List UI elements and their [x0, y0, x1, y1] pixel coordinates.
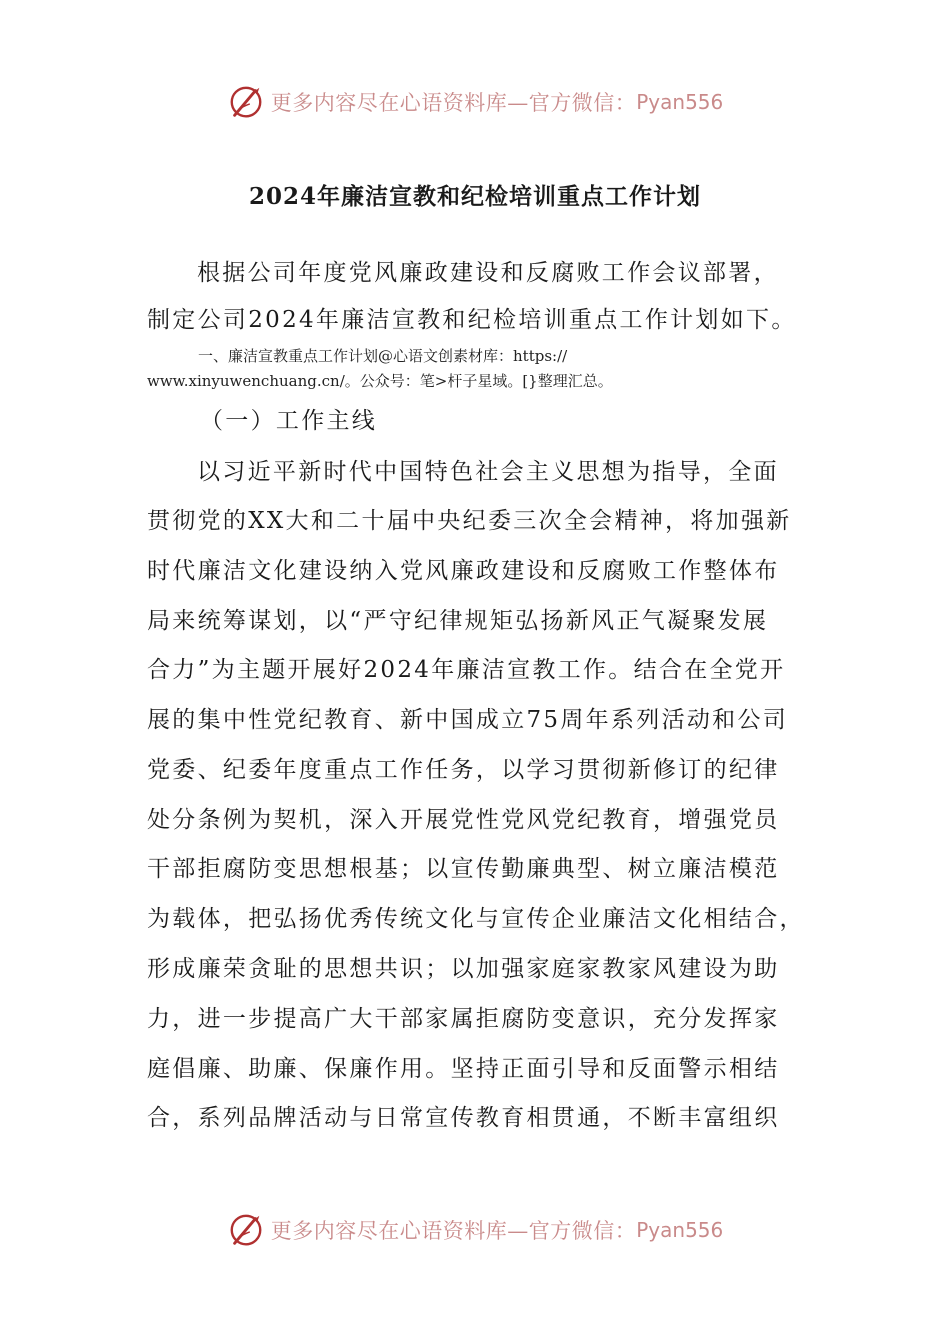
watermark-text: 更多内容尽在心语资料库—官方微信：	[270, 91, 637, 115]
watermark-banner-bottom	[0, 1208, 950, 1252]
watermark-banner-top	[0, 80, 950, 124]
pen-logo-icon	[227, 1211, 265, 1249]
body-line: 为载体，把弘扬优秀传统文化与宣传企业廉洁文化相结合，	[147, 906, 805, 932]
pen-logo-icon	[227, 83, 265, 121]
intro-line: 制定公司2024年廉洁宣教和纪检培训重点工作计划如下。	[147, 307, 797, 333]
body-line: 干部拒腐防变思想根基；以宣传勤廉典型、树立廉洁模范	[147, 856, 780, 882]
watermark-wechat-id: Pyan556	[636, 1218, 724, 1242]
document-title: 2024年廉洁宣教和纪检培训重点工作计划	[248, 183, 701, 210]
body-line: 形成廉荣贪耻的思想共识；以加强家庭家教家风建设为助	[147, 956, 780, 982]
body-line: 展的集中性党纪教育、新中国成立75周年系列活动和公司	[147, 707, 789, 733]
body-line: 党委、纪委年度重点工作任务，以学习贯彻新修订的纪律	[147, 757, 780, 783]
source-note-line: www.xinyuwenchuang.cn/。公众号：笔>杆子星域。[}整理汇总。	[147, 372, 613, 390]
body-line: 贯彻党的XX大和二十届中央纪委三次全会精神，将加强新	[147, 508, 792, 534]
body-line: 局来统筹谋划，以“严守纪律规矩弘扬新风正气凝聚发展	[147, 608, 769, 634]
body-line: 力，进一步提高广大干部家属拒腐防变意识，充分发挥家	[147, 1006, 780, 1032]
watermark-text: 更多内容尽在心语资料库—官方微信：	[270, 1219, 637, 1243]
section-subheading: （一）工作主线	[200, 408, 378, 434]
body-line: 庭倡廉、助廉、保廉作用。坚持正面引导和反面警示相结	[147, 1056, 780, 1082]
watermark-wechat-id: Pyan556	[636, 90, 724, 114]
body-line: 时代廉洁文化建设纳入党风廉政建设和反腐败工作整体布	[147, 558, 780, 584]
body-line: 处分条例为契机，深入开展党性党风党纪教育，增强党员	[147, 807, 780, 833]
body-line: 合，系列品牌活动与日常宣传教育相贯通，不断丰富组织	[147, 1105, 780, 1131]
body-line: 以习近平新时代中国特色社会主义思想为指导，全面	[197, 459, 779, 485]
body-line: 合力”为主题开展好2024年廉洁宣教工作。结合在全党开	[147, 657, 786, 683]
source-note-line: 一、廉洁宣教重点工作计划@心语文创素材库：https://	[198, 347, 568, 365]
intro-line: 根据公司年度党风廉政建设和反腐败工作会议部署，	[197, 260, 779, 286]
